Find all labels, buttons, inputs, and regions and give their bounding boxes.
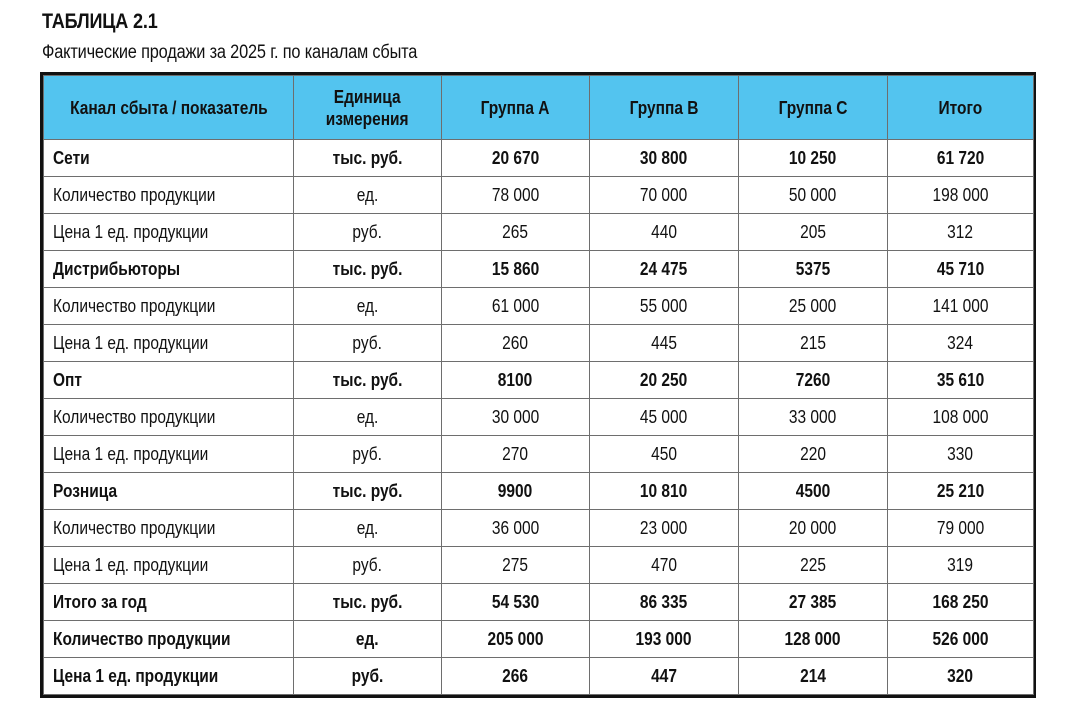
cell-group-a: 8100 bbox=[442, 362, 590, 399]
row-unit: ед. bbox=[294, 177, 442, 214]
cell-group-c: 5375 bbox=[739, 251, 888, 288]
header-channel: Канал сбыта / показатель bbox=[44, 76, 294, 140]
cell-group-a: 20 670 bbox=[442, 140, 590, 177]
cell-total: 45 710 bbox=[888, 251, 1034, 288]
table-row bbox=[44, 140, 1034, 177]
row-unit: ед. bbox=[294, 399, 442, 436]
table-row bbox=[44, 362, 1034, 399]
cell-group-b: 45 000 bbox=[590, 399, 739, 436]
cell-group-b: 440 bbox=[590, 214, 739, 251]
cell-total: 526 000 bbox=[888, 621, 1034, 658]
row-unit: руб. bbox=[294, 658, 442, 695]
cell-group-b: 30 800 bbox=[590, 140, 739, 177]
cell-group-a: 36 000 bbox=[442, 510, 590, 547]
table-row bbox=[44, 510, 1034, 547]
table-row bbox=[44, 621, 1034, 658]
cell-group-c: 7260 bbox=[739, 362, 888, 399]
row-label: Итого за год bbox=[44, 584, 294, 621]
cell-group-c: 214 bbox=[739, 658, 888, 695]
cell-group-a: 270 bbox=[442, 436, 590, 473]
cell-group-a: 205 000 bbox=[442, 621, 590, 658]
cell-total: 35 610 bbox=[888, 362, 1034, 399]
cell-group-c: 20 000 bbox=[739, 510, 888, 547]
cell-group-b: 86 335 bbox=[590, 584, 739, 621]
cell-group-b: 10 810 bbox=[590, 473, 739, 510]
cell-group-b: 20 250 bbox=[590, 362, 739, 399]
cell-group-b: 70 000 bbox=[590, 177, 739, 214]
row-label: Сети bbox=[44, 140, 294, 177]
table-caption: Фактические продажи за 2025 г. по каналам сбыта bbox=[42, 42, 418, 63]
row-label: Количество продукции bbox=[44, 399, 294, 436]
header-group-a: Группа A bbox=[442, 76, 590, 140]
cell-group-c: 215 bbox=[739, 325, 888, 362]
cell-group-b: 23 000 bbox=[590, 510, 739, 547]
cell-group-c: 50 000 bbox=[739, 177, 888, 214]
cell-total: 319 bbox=[888, 547, 1034, 584]
cell-group-a: 9900 bbox=[442, 473, 590, 510]
cell-group-a: 30 000 bbox=[442, 399, 590, 436]
cell-group-a: 265 bbox=[442, 214, 590, 251]
cell-total: 108 000 bbox=[888, 399, 1034, 436]
row-unit: ед. bbox=[294, 621, 442, 658]
cell-total: 330 bbox=[888, 436, 1034, 473]
row-label: Количество продукции bbox=[44, 621, 294, 658]
cell-total: 61 720 bbox=[888, 140, 1034, 177]
row-unit: тыс. руб. bbox=[294, 362, 442, 399]
row-label: Количество продукции bbox=[44, 177, 294, 214]
cell-group-b: 445 bbox=[590, 325, 739, 362]
row-unit: руб. bbox=[294, 325, 442, 362]
header-group-c: Группа C bbox=[739, 76, 888, 140]
table-row bbox=[44, 288, 1034, 325]
cell-total: 25 210 bbox=[888, 473, 1034, 510]
header-total: Итого bbox=[888, 76, 1034, 140]
cell-group-a: 78 000 bbox=[442, 177, 590, 214]
row-label: Цена 1 ед. продукции bbox=[44, 214, 294, 251]
cell-group-a: 15 860 bbox=[442, 251, 590, 288]
cell-group-b: 24 475 bbox=[590, 251, 739, 288]
sales-table bbox=[43, 75, 1034, 695]
cell-group-b: 470 bbox=[590, 547, 739, 584]
cell-group-c: 4500 bbox=[739, 473, 888, 510]
table-row bbox=[44, 584, 1034, 621]
row-label: Опт bbox=[44, 362, 294, 399]
table-row bbox=[44, 547, 1034, 584]
cell-group-a: 61 000 bbox=[442, 288, 590, 325]
row-unit: тыс. руб. bbox=[294, 584, 442, 621]
header-group-b: Группа B bbox=[590, 76, 739, 140]
cell-total: 324 bbox=[888, 325, 1034, 362]
table-row bbox=[44, 399, 1034, 436]
cell-group-b: 447 bbox=[590, 658, 739, 695]
cell-group-a: 260 bbox=[442, 325, 590, 362]
cell-group-c: 220 bbox=[739, 436, 888, 473]
row-unit: тыс. руб. bbox=[294, 251, 442, 288]
cell-group-b: 55 000 bbox=[590, 288, 739, 325]
table-row bbox=[44, 473, 1034, 510]
table-row bbox=[44, 436, 1034, 473]
cell-total: 198 000 bbox=[888, 177, 1034, 214]
row-unit: тыс. руб. bbox=[294, 473, 442, 510]
row-label: Цена 1 ед. продукции bbox=[44, 325, 294, 362]
row-label: Розница bbox=[44, 473, 294, 510]
row-label: Цена 1 ед. продукции bbox=[44, 547, 294, 584]
cell-group-c: 25 000 bbox=[739, 288, 888, 325]
cell-group-b: 450 bbox=[590, 436, 739, 473]
cell-group-c: 128 000 bbox=[739, 621, 888, 658]
row-label: Цена 1 ед. продукции bbox=[44, 436, 294, 473]
row-label: Дистрибьюторы bbox=[44, 251, 294, 288]
cell-group-c: 33 000 bbox=[739, 399, 888, 436]
table-row bbox=[44, 658, 1034, 695]
cell-group-a: 54 530 bbox=[442, 584, 590, 621]
cell-total: 168 250 bbox=[888, 584, 1034, 621]
table-row bbox=[44, 325, 1034, 362]
row-label: Цена 1 ед. продукции bbox=[44, 658, 294, 695]
row-label: Количество продукции bbox=[44, 510, 294, 547]
cell-total: 141 000 bbox=[888, 288, 1034, 325]
cell-group-b: 193 000 bbox=[590, 621, 739, 658]
sales-table-frame bbox=[40, 72, 1036, 698]
row-unit: руб. bbox=[294, 547, 442, 584]
row-unit: ед. bbox=[294, 510, 442, 547]
cell-total: 79 000 bbox=[888, 510, 1034, 547]
row-unit: тыс. руб. bbox=[294, 140, 442, 177]
row-unit: руб. bbox=[294, 214, 442, 251]
cell-group-a: 266 bbox=[442, 658, 590, 695]
cell-group-c: 205 bbox=[739, 214, 888, 251]
row-unit: ед. bbox=[294, 288, 442, 325]
cell-group-a: 275 bbox=[442, 547, 590, 584]
cell-total: 312 bbox=[888, 214, 1034, 251]
table-row bbox=[44, 214, 1034, 251]
table-row bbox=[44, 177, 1034, 214]
cell-group-c: 10 250 bbox=[739, 140, 888, 177]
cell-total: 320 bbox=[888, 658, 1034, 695]
row-label: Количество продукции bbox=[44, 288, 294, 325]
table-header-row bbox=[44, 76, 1034, 140]
table-row bbox=[44, 251, 1034, 288]
cell-group-c: 27 385 bbox=[739, 584, 888, 621]
table-number: ТАБЛИЦА 2.1 bbox=[42, 10, 158, 33]
cell-group-c: 225 bbox=[739, 547, 888, 584]
header-unit: Единица измерения bbox=[294, 76, 442, 140]
row-unit: руб. bbox=[294, 436, 442, 473]
